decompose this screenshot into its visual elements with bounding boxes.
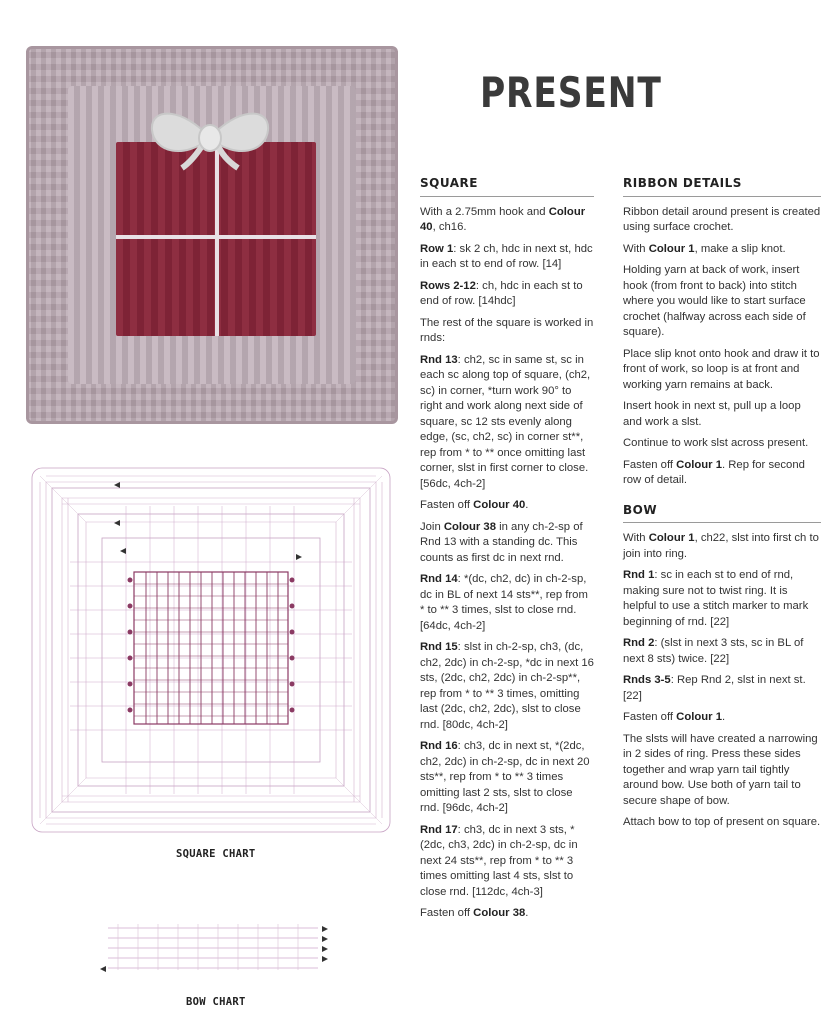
step-text: : ch3, dc in next 3 sts, *(2dc, ch3, 2dc) in ch-2-sp, dc in next 24 sts**, rep from * to ** 3 times omitting last 4 sts, slst to close rnd. [112dc, 4ch-3] xyxy=(420,823,578,898)
step-label: Rnd 17 xyxy=(420,823,458,836)
step-label: Row 1 xyxy=(420,242,454,255)
colour-ref: Colour 40 xyxy=(473,499,526,511)
bow-heading: BOW xyxy=(623,503,821,524)
text: . xyxy=(722,711,726,723)
ribbon-heading: RIBBON DETAILS xyxy=(623,176,821,197)
join-colour-38 xyxy=(420,520,594,567)
ribbon-p7 xyxy=(623,458,821,489)
square-chart-caption: SQUARE CHART xyxy=(176,848,256,860)
colour-ref: Colour 1 xyxy=(676,458,722,471)
text: , make a slip knot. xyxy=(694,242,786,255)
crochet-square-photo xyxy=(26,46,398,424)
step-label: Rnd 14 xyxy=(420,573,458,585)
rows-2-12 xyxy=(420,279,594,310)
ribbon-p5: Insert hook in next st, pull up a loop and work a slst. xyxy=(623,400,801,428)
text: . Rep for second row of detail. xyxy=(623,458,805,486)
step-text: : ch3, dc in next st, *(2dc, ch2, 2dc) in ch-2-sp, dc in next 20 sts**, rep from * to ** 3 times omitting last 2 sts, slst to close rnd. [96dc, 4ch-2] xyxy=(420,740,590,814)
bow-p1 xyxy=(623,531,821,562)
bow-slsts-note: The slsts will have created a narrowing in 2 sides of ring. Press these sides together and wrap yarn tail tightly around bow. Use both of yarn tail to secure shape of bow. xyxy=(623,732,818,807)
colour-ref: Colour 38 xyxy=(443,520,496,533)
text: With xyxy=(623,242,649,255)
step-label: Rnd 15 xyxy=(420,641,458,653)
step-label: Rnd 16 xyxy=(420,740,458,752)
step-text: : sk 2 ch, hdc in next st, hdc in each st to end of row. [14] xyxy=(420,242,593,270)
text: With xyxy=(623,532,649,544)
step-label: Rnds 3-5 xyxy=(623,674,671,686)
bow-attach: Attach bow to top of present on square. xyxy=(623,816,821,828)
step-text: : ch, hdc in each st to end of row. [14hdc] xyxy=(420,279,583,307)
step-text: : *(dc, ch2, dc) in ch-2-sp, dc in BL of next 14 sts**, rep from * to ** 3 times, slst to close rnd. [64dc, 4ch-2] xyxy=(420,573,588,632)
step-text: : ch2, sc in same st, sc in each sc along top of square, (ch2, sc) in corner, *turn work 90° to right and work along next side of square, sc 12 sts evenly along edge, (sc, ch2, sc) in corner st**, rep from * to ** once omitting last corner, slst in first corner to close. [56dc, 4ch-2] xyxy=(420,353,591,490)
text: With a 2.75mm hook and xyxy=(420,205,549,218)
bow-illustration xyxy=(144,102,276,174)
bow-rnd-2 xyxy=(623,636,821,667)
colour-ref: Colour 38 xyxy=(473,907,526,919)
colour-ref: Colour 40 xyxy=(420,205,586,233)
colour-ref: Colour 1 xyxy=(676,711,722,723)
text: Join xyxy=(420,520,444,533)
page-title: PRESENT xyxy=(480,68,662,117)
square-intro xyxy=(420,205,594,236)
ribbon-and-bow-instructions xyxy=(623,176,821,837)
rnd-16 xyxy=(420,739,594,817)
text: Fasten off xyxy=(623,711,677,723)
square-instructions xyxy=(420,176,594,928)
bow-chart-caption: BOW CHART xyxy=(186,996,246,1008)
ribbon-horizontal xyxy=(116,235,316,239)
text: , ch22, slst into first ch to join into ring. xyxy=(623,532,819,560)
rnd-13 xyxy=(420,353,594,493)
ribbon-p6: Continue to work slst across present. xyxy=(623,437,809,449)
text: . xyxy=(525,907,529,919)
fasten-off-38 xyxy=(420,906,594,922)
step-text: : Rep Rnd 2, slst in next st. [22] xyxy=(623,674,806,702)
text: Fasten off xyxy=(420,907,474,919)
ribbon-p3: Holding yarn at back of work, insert hook (from front to back) into stitch where you would like to start surface crochet (halfway across each side of square). xyxy=(623,264,806,338)
fasten-off-40 xyxy=(420,498,594,514)
text: , ch16. xyxy=(432,221,467,233)
step-label: Rows 2-12 xyxy=(420,279,476,292)
text: Fasten off xyxy=(420,499,474,511)
step-text: : (slst in next 3 sts, sc in BL of next 8 sts) twice. [22] xyxy=(623,637,804,665)
bow-rnds-3-5 xyxy=(623,673,821,704)
rnd-17 xyxy=(420,823,594,901)
text: . xyxy=(525,499,529,511)
step-text: : sc in each st to end of rnd, making sure not to twist ring. It is helpful to use a stitch marker to mark beginning of rnd. [22] xyxy=(623,569,809,628)
rounds-note: The rest of the square is worked in rnds: xyxy=(420,316,594,344)
bow-fasten-off xyxy=(623,710,821,726)
text: Fasten off xyxy=(623,458,677,471)
ribbon-p2 xyxy=(623,242,821,258)
square-chart-diagram xyxy=(26,462,396,838)
rnd-15 xyxy=(420,640,594,733)
step-label: Rnd 13 xyxy=(420,353,458,366)
step-label: Rnd 2 xyxy=(623,637,655,649)
text: in any ch-2-sp of Rnd 13 with a standing dc. This counts as first dc in next rnd. xyxy=(420,520,583,564)
step-label: Rnd 1 xyxy=(623,569,655,581)
bow-chart-diagram xyxy=(98,918,330,978)
ribbon-p4: Place slip knot onto hook and draw it to front of work, so loop is at front and working yarn remains at back. xyxy=(623,347,820,391)
colour-ref: Colour 1 xyxy=(648,242,695,255)
square-heading: SQUARE xyxy=(420,176,594,197)
step-text: : slst in ch-2-sp, ch3, (dc, ch2, 2dc) in ch-2-sp, *dc in next 16 sts, (2dc, ch2, 2dc) in ch-2-sp**, rep from * to ** 3 times, omitting last (2dc, ch2, 2dc), slst to close rnd. [80dc, 4ch-2] xyxy=(420,641,594,731)
row-1 xyxy=(420,242,594,273)
bow-rnd-1 xyxy=(623,568,821,630)
ribbon-p1: Ribbon detail around present is created using surface crochet. xyxy=(623,205,821,233)
colour-ref: Colour 1 xyxy=(648,532,695,544)
rnd-14 xyxy=(420,572,594,634)
